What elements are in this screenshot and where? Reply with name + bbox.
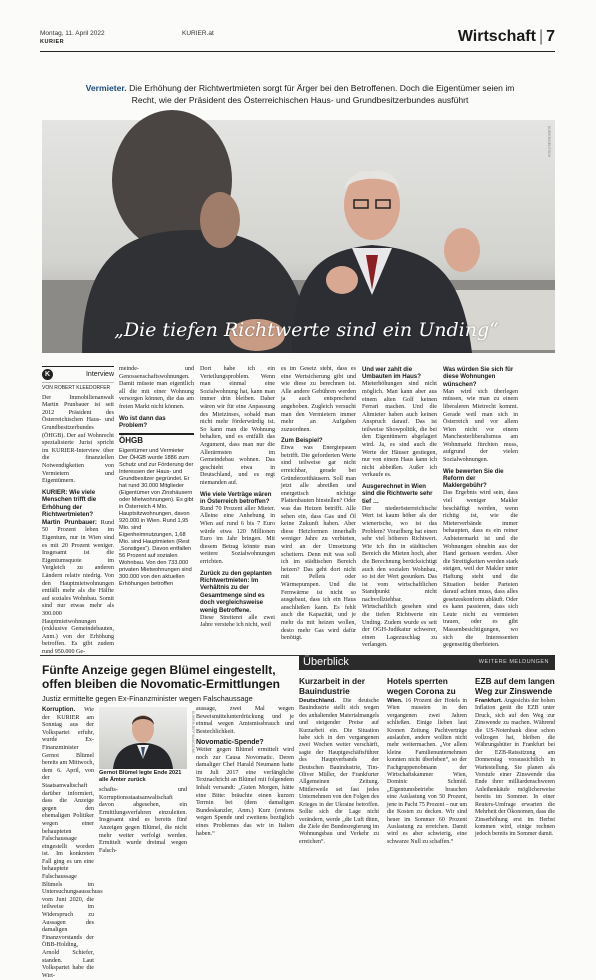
kurier-logo-icon: K: [42, 369, 53, 380]
news-label: Wien.: [387, 698, 403, 704]
story-column-1: [42, 706, 103, 980]
separator-icon: |: [538, 28, 544, 45]
question-paragraph: Zum Beispiel?: [281, 437, 323, 445]
overview-header: [299, 655, 555, 670]
overview-title: Überblick: [303, 656, 349, 668]
interview-column-2: [119, 366, 194, 588]
interview-tag: [42, 366, 114, 383]
issue-date: Montag, 11. April 2022: [40, 30, 105, 37]
website-label: KURIER.at: [182, 30, 214, 37]
body-paragraph: meinde- und Genossenschaftswohnungen. Damit müsste man eigentlich all die mit einer Wohnung versorgen können, die das am freien Markt nicht können.: [119, 366, 194, 410]
question-text: Wie viele Menschen trifft die Erhöhung der Richtwertmieten?: [42, 488, 97, 518]
interview-column-5: [362, 366, 437, 651]
interview-column-6: [443, 366, 518, 650]
info-box-text: Eigentümer und Vermieter Der ÖHGB wurde 1886 zum Schutz und zur Förderung der Interessen der Haus- und Grundbesitzer gegründet. Er hat rund 30.000 Mitglieder (Eigentümer von Zinshäusern oder Mietwohnungen). Es gibt in Österreich 4 Mio. Hauptsitzwohnungen, davon 920.000 in Wien. Rund 1,95 Mio. sind Eigenheimnutzungen, 1,68 Mio. sind Hauptmieten (Rest „Sonstiges“). Davon entfallen 56 Prozent auf sozialen Wohnbau. Von den 733.000 privaten Mietwohnungen sind 300.000 von den aktuellen Erhöhungen betroffen: [119, 447, 194, 587]
answer-paragraph: Mieterhöhungen sind nicht möglich. Man kann aber aus einem alten Golf keinen Ferrari machen. Und die Altmieter haben auch keinen Anspruch darauf. Das ist teilweise Showpolitik, die bei den Eigentümern abgelagert wird. Ja, es sind auch die Werte der Häuser gestiegen, nur von einem Haus kann ich nicht abbeißen. Außer ich verkaufe es.: [362, 381, 437, 479]
news-headline: Kurzarbeit in der Bauindustrie: [299, 676, 365, 696]
news-text: [387, 698, 467, 846]
info-box-title: ÖHGB: [119, 433, 194, 445]
story-text: Weiter gegen Blümel ermittelt wird noch zur Causa Novomatic. Deren damaliger Chef Harald Neumann hatte im Juli 2017 eine verfängliche Textnachricht an Blümel mit folgendem Inhalt versandt: „Guten Morgen, hätte eine Bitte: bräuchte einen kurzen Termin bei (dem damaligen Bundeskanzler, Anm.) Kurz (erstens wegen Spende und zweitens bezüglich eines Problemes das wir in Italien haben.“: [196, 746, 294, 837]
intro-paragraph: Der Immobilienanwalt Martin Prunbauer ist seit 2012 Präsident des Österreichischen Haus- und Grundbesitzerbundes (ÖHGB). Der auf Wohnrecht spezialisierte Jurist spricht im KURIER-Interview über die finanziellen Notwendigkeiten von Vermietern und Eigentümern.: [42, 394, 114, 485]
interview-column-4: [281, 366, 356, 643]
story-text: schafts- und Korruptionsstaatsanwaltschaft davon abgesehen, ein Ermittlungsverfahren einzuleiten. Insgesamt sind es bereits fünf Anzeigen gegen Blümel, die nicht mehr weiter verfolgt werden. Ermittelt wurde dreimal wegen Falsch-: [99, 787, 187, 854]
news-body: 16 Prozent der Hotels in Wien mussten in den vergangenen zwei Jahren schließen. Einige lieben laut Kronen Zeitung Pachtverträge auslaufen, andere wollten nicht mehr weitermachen. „Vor allem kleine Familienunternehmen konnten nicht überleben“, so der Fachgruppenobmann der Wirtschaftskammer Wien, Dominic Schmid. „Eigentumsbetriebe brauchen eine Auslastung von 50 Prozent, jene in Pacht 75 Prozent – nur um die Kosten zu decken. Wir sind heuer im Sommer 60 Prozent Auslastung zu erreichen. Damit wird es aber schwierig, eine schwarze Null zu schaffen.“: [387, 698, 467, 845]
news-text: [475, 698, 555, 839]
interview-photo: [42, 120, 555, 353]
answer-paragraph: [42, 519, 114, 657]
news-body: Die deutsche Bauindustrie stellt sich wegen des anhaltenden Materialmangels und steigender Preise auf Kurzarbeit ein. Die Situation habe sich in den vergangenen zwei Wochen weiter verschärft, sagte der Hauptgeschäftsführer des Hauptverbands der Deutschen Bauindustrie, Tim-Oliver Müller, der Frankfurter Allgemeinen Zeitung. Mittlerweile sei fast jedes Unternehmen von den Folgen des Krieges in der Ukraine betroffen. Sollte sich die Lage nicht verändern, werde „die Luft dünn, die Ziele der Bundesregierung im Wohnungsbau und Verkehr zu erreichen“.: [299, 698, 379, 845]
lead-label: Vermieter.: [85, 83, 127, 93]
news-item: [299, 677, 379, 846]
story-column-3: [196, 706, 294, 838]
news-body: Angesichts der hohen Inflation gerät die EZB unter Druck, sich auf den Weg zur Zinswende zu machen. Während die US-Notenbank diese schon vollzogen hat, bleiben die Währungshüter in Frankfurt bei der EZB-Ratssitzung am Donnerstag voraussichtlich in Wartestellung. Sie planen als Vorstufe einer Zinswende das Ende ihrer milliardenschweren Anleihenkäufe möglicherweise bereits im Sommer. In einer Reuters-Umfrage erwarten die Mehrheit der Ökonomen, dass die Zinserhöhung erst im Herbst kommen wird, einige rechnen jedoch bereits im Sommer damit.: [475, 698, 555, 838]
news-label: Deutschland.: [299, 698, 336, 704]
story-text: Wie der KURIER am Sonntag aus der Volkspartei erfuhr, wurde Ex-Finanzminister Gernot Blümel bereits am Mittwoch, dem 6. April, von der Staatsanwaltschaft darüber informiert, dass die Anzeige gegen den ehemaligen Politiker wegen einer behaupteten Falschaussage eingestellt worden ist. Im konkreten Fall ging es um eine behauptete Falschaussage Blümels im Untersuchungsausschuss vom Juni 2020, die teilweise im Widerspruch zu Aussagen des damaligen Finanzvorstands der ÖBB-Holding, Arnold Schiefer, standen. Laut Volkspartei habe die Wirt-: [42, 707, 103, 979]
brand-logo: KURIER: [40, 39, 65, 45]
answer-label: Martin Prunbauer:: [42, 518, 97, 526]
story-column-2: [99, 787, 187, 855]
overview-label: WEITERE MELDUNGEN: [478, 659, 549, 665]
question-label: KURIER:: [42, 488, 68, 496]
question-paragraph: Und wer zahlt die Umbauten im Haus?: [362, 366, 421, 381]
question-paragraph: Wie viele Verträge wären in Österreich betroffen?: [200, 490, 272, 505]
lead-text: Die Erhöhung der Richtwertmieten sorgt für Ärger bei den Betroffenen. Doch die Eigentümer seien im Recht, wie der Präsident des Österreichischen Haus- und Grundbesitzerbundes ausführt: [126, 83, 515, 105]
question-paragraph: Was würden Sie sich für diese Wohnungen wünschen?: [443, 366, 514, 388]
pull-quote: „Die tiefen Richtwerte sind ein Unding“: [114, 319, 499, 341]
answer-paragraph: Der niederösterreichische Wert ist kaum höher als der wienerische, wo ist das Problem? Vorarlberg hat einen sehr viel höheren Richtwert. Wie ich ihn in städtischen Bereich die Mieten hoch, aber die Berechnung berücksichtigt auch den sozialen Wohnbau, so ist der Wert gesunken. Das ist vom wirtschaftlichen Standpunkt nicht nachvollziehbar. Wirtschaftlich gesehen sind die tiefen Richtwerte ein Unding. Zudem wurde es seit der OGH-Judikatur schwerer, einen Lagezuschlag zu verlangen.: [362, 505, 437, 649]
news-text: [299, 698, 379, 846]
answer-paragraph: Man wird sich überlegen müssen, wie man zu einem liberaleren Mietrecht kommt. Gerade weil man sich in Österreich und vor allem Wien nicht vor einem Manchesterliberalismus am Wohnmarkt fürchten muss, aufgrund der vielen Sozialwohnungen.: [443, 388, 518, 464]
interview-column-3: [200, 366, 275, 630]
story-label: Korruption.: [42, 706, 76, 713]
answer-paragraph: Etwa was Energiepauen betrifft. Die geforderten Werte sind teilweise gar nicht erreichbar, gerade bei Gründerzeithäusern. Soll man jetzt alle abreißen und energetisch nichtige Plattenbauten hinstellen? Oder was das Heizen betrifft. Alle sehen ein, dass Gas und Öl keine Zukunft haben. Aber diese Heizformen innerhalb weniger Jahre zu verbieten, wird an der Umsetzung scheitern. Denn mit was soll ich im städtischen Bereich heizen? Das geht dort nicht mit Pellets oder Wärmepumpen. Und die Fernwärme ist nicht so ausgebaut, dass ich ein Haus anschließen kann. Es fehlt auch die Kapazität, und je mehr da mit heizen wollen, desto mehr Gas wird dafür benötigt.: [281, 445, 356, 642]
byline: VON ROBERT KLEEDORFER: [42, 385, 111, 391]
body-paragraph: es im Gesetz steht, dass es eine Wertsicherung gibt und wie diese zu berechnen ist. Alle andere Gebühren werden ja auch entsprechend angehoben. Zugleich versucht man den Vermietern immer mehr an Aufgaben zuzuordnen.: [281, 366, 356, 433]
news-headline: Hotels sperrten wegen Corona zu: [387, 676, 456, 696]
question-paragraph: Wo ist dann das Problem?: [119, 414, 166, 429]
news-label: Frankfurt.: [475, 698, 503, 704]
story-text: aussage, zwei Mal wegen Beweismittelunterdrückung und je einmal wegen Amtsmissbrauch und Bestechlichkeit.: [196, 706, 294, 735]
story-subhead: Novomatic-Spende?: [196, 739, 264, 747]
question-paragraph: Wie bewerten Sie die Reform der Maklergebühr?: [443, 467, 504, 490]
interview-column-1: [42, 366, 114, 657]
news-item: [387, 677, 467, 846]
interview-tag-label: Interview: [85, 370, 114, 378]
photo-credit: KURIER/DEUTSCH: [547, 126, 551, 158]
portrait-figure: [99, 707, 187, 769]
section-name: Wirtschaft: [457, 28, 536, 45]
answer-text: Rund 50 Prozent leben im Eigentum, nur in Wien sind es mit 20 Prozent weniger. Insgesamt ist die Eigentumsquote im Vergleich zu anderen Ländern relativ niedrig. Von den Hauptmietwohnungen entfällt mehr als die Hälfte auf soziales Wohnbau. Somit sind nur etwas mehr als 300.000 Hauptmietwohnungen (exklusive Gemeindebauten, Anm.) von der Erhöhung betroffen. Es gibt zudem rund 950.000 Ge-: [42, 519, 114, 655]
answer-paragraph: Das Ergebnis wird sein, dass viel weniger Makler beschäftigt werden, wenn richtig ist, wie die Mieterverbände immer behaupten, dass es ein reiner Anbietermarkt ist und die Wohnungen ohnehin aus der Hand gerissen werden. Aber die Streitigkeiten werden stark steigen, weil der Makler unter Haftung steht und die Situation beider Parteien darauf achten muss, dass alles gesetzeskonform abläuft. Oder es kann passieren, dass sich Leute nicht zu vermieten trauen, oder es gibt Massenbesichtigungen, wo sich die Interessenten gegenseitig überbieten.: [443, 490, 518, 649]
body-paragraph: Dort habe ich ein Verteilungsproblem. Wenn man einmal eine Sozialwohnung hat, kann man immer drin bleiben. Daher wären wir für eine Anpassung des Mietzinses, sobald man nicht mehr förderwürdig ist. So kann man die Wohnung behalten, und es entfällt das Argument, dass man nur die Allerärmsten im Gemeindebau wohnen. Das geschieht etwa in Deutschland, und es regt niemanden auf.: [200, 366, 275, 486]
section-title: [458, 28, 555, 46]
answer-paragraph: Diese Streiterei alle zwei Jahre verstehe ich nicht, weil: [200, 614, 275, 629]
news-item: [475, 677, 555, 839]
question-paragraph: [42, 489, 114, 519]
question-paragraph: Zurück zu den geplanten Richtwertmieten: Im Verhältnis zu der Gesamtmenge sind es doch vergleichsweise wenig Betroffene.: [200, 569, 272, 614]
question-paragraph: Ausgerechnet in Wien sind die Richtwerte sehr tief …: [362, 483, 433, 505]
story-subheadline: Justiz ermittelte gegen Ex-Finanzminister wegen Falschaussage: [42, 694, 253, 703]
news-headline: EZB auf dem langen Weg zur Zinswende: [475, 676, 555, 696]
page-masthead: [40, 28, 555, 52]
story-headline: Fünfte Anzeige gegen Blümel eingestellt, offen bleiben die Novomatic-Ermittlungen: [42, 663, 281, 691]
answer-paragraph: Rund 70 Prozent aller Mieter. Alleine eine Anhebung in Wien auf rund 6 bis 7 Euro würde etwa 120 Millionen Euro im Jahr bringen. Mit diesem Betrag könnte man weitere Sozialwohnungen errichten.: [200, 505, 275, 565]
portrait-caption: Gernot Blümel legte Ende 2021 alle Ämter zurück: [99, 770, 182, 783]
portrait-photo: [99, 707, 195, 769]
page-number: 7: [546, 28, 555, 45]
article-lead: [85, 83, 515, 106]
portrait-credit: KURIER/JEFF MANGIONE: [191, 711, 195, 754]
